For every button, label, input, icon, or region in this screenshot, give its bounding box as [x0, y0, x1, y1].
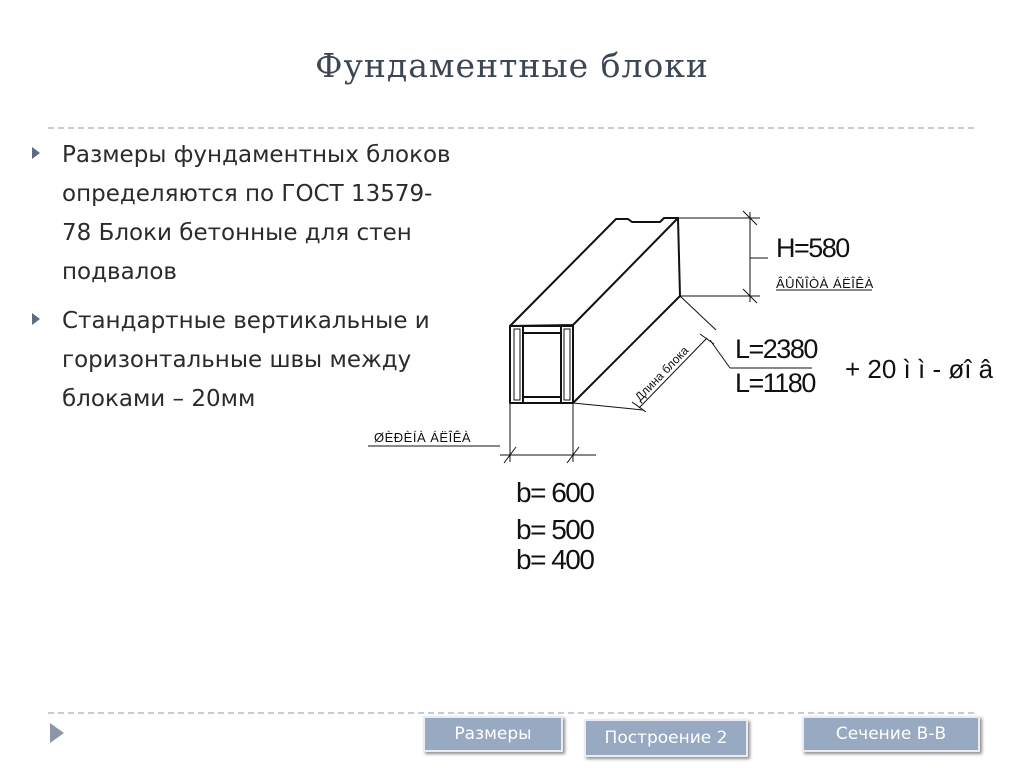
width-label-400: b= 400	[516, 544, 594, 575]
width-label-500: b= 500	[516, 514, 594, 545]
sizes-button[interactable]: Размеры	[423, 716, 563, 752]
length-caption: Длина блока	[632, 343, 692, 405]
bullet-text: Размеры фундаментных блоков определяются по ГОСТ 13579-78 Блоки бетонные для стен подвалов	[62, 142, 451, 285]
height-caption: ÂÛÑÎÒÀ ÁËÎÊÀ	[776, 276, 874, 291]
height-label: H=580	[776, 233, 849, 263]
construction-2-button[interactable]: Построение 2	[584, 719, 748, 757]
length-label-2: L=1180	[735, 368, 815, 398]
bottom-divider	[48, 712, 974, 714]
slide-title: Фундаментные блоки	[315, 46, 709, 85]
width-label-600: b= 600	[516, 477, 594, 508]
bullet-text: Стандартные вертикальные и горизонтальные швы между блоками – 20мм	[62, 308, 430, 412]
section-bb-button[interactable]: Сечение В-В	[802, 716, 980, 752]
joint-label: + 20 ì ì - øî â	[845, 354, 994, 384]
length-label-1: L=2380	[735, 334, 817, 364]
block-top-face	[510, 218, 678, 326]
length-dimension-line	[639, 338, 707, 408]
width-caption: ØÈÐÈÍÀ ÁËÎÊÀ	[374, 430, 472, 445]
block-groove	[523, 326, 561, 403]
play-arrow-icon[interactable]	[50, 723, 64, 743]
